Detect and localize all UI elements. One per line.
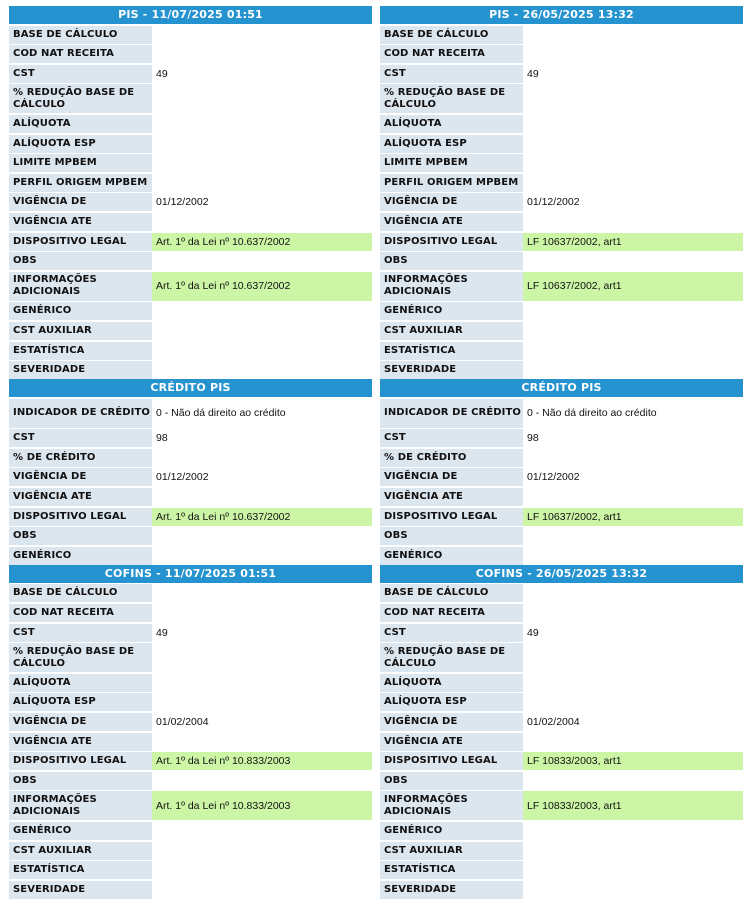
field-label: OBS [9,527,152,545]
field-label: INFORMAÇÕES ADICIONAIS [9,791,152,820]
field-value [152,604,372,622]
field-row [380,154,743,172]
field-row [380,322,743,340]
field-value: 49 [527,626,539,639]
field-label: OBS [380,772,523,790]
section-header: PIS - 11/07/2025 01:51 [9,6,372,24]
field-row [9,84,372,113]
field-row [380,65,743,83]
field-value [523,213,743,231]
field-label: CST AUXILIAR [9,322,152,340]
field-label: VIGÊNCIA DE [9,193,152,211]
field-value [152,115,372,133]
right-column [380,6,743,899]
field-row [9,604,372,622]
field-row [380,272,743,301]
field-value [152,772,372,790]
field-label: BASE DE CÁLCULO [9,26,152,44]
field-row [9,674,372,692]
field-value: 01/12/2002 [156,471,209,484]
field-value [152,693,372,711]
field-value [523,135,743,153]
field-row [380,508,743,526]
field-row [380,84,743,113]
field-label: VIGÊNCIA DE [380,193,523,211]
tax-section [9,565,372,899]
field-value [523,252,743,270]
field-label: ALÍQUOTA [9,674,152,692]
field-label: OBS [380,252,523,270]
field-value [152,488,372,506]
field-row [9,842,372,860]
field-value: 01/02/2004 [156,716,209,728]
field-label: LIMITE MPBEM [380,154,523,172]
field-value [152,26,372,44]
field-row [9,429,372,447]
field-value [523,822,743,840]
field-label: CST [9,65,152,83]
field-value: 01/12/2002 [527,196,580,209]
field-row [9,252,372,270]
field-value [152,674,372,692]
section-header: PIS - 26/05/2025 13:32 [380,6,743,24]
field-label: GENÉRICO [380,822,523,840]
field-row [9,861,372,879]
field-label: % REDUÇÃO BASE DE CÁLCULO [380,84,523,113]
field-value [523,842,743,860]
section-header: COFINS - 11/07/2025 01:51 [9,565,372,583]
field-label: % DE CRÉDITO [9,449,152,467]
field-value [523,174,743,192]
field-label: ALÍQUOTA ESP [380,135,523,153]
section-header: COFINS - 26/05/2025 13:32 [380,565,743,583]
field-value [152,135,372,153]
field-label: PERFIL ORIGEM MPBEM [380,174,523,192]
field-label: SEVERIDADE [380,361,523,379]
field-row [380,135,743,153]
field-row [380,342,743,360]
field-row [380,713,743,731]
field-row [9,174,372,192]
field-row [9,527,372,545]
field-label: SEVERIDADE [380,881,523,899]
field-value [152,213,372,231]
field-label: INDICADOR DE CRÉDITO [380,399,523,428]
field-label: BASE DE CÁLCULO [380,584,523,602]
field-row [9,713,372,731]
field-row [9,488,372,506]
field-value [523,547,743,565]
field-value [523,527,743,545]
field-row [9,322,372,340]
field-value [152,822,372,840]
field-row [9,361,372,379]
field-label: GENÉRICO [380,547,523,565]
field-row [380,302,743,320]
field-row [380,643,743,672]
field-row [380,693,743,711]
field-row [380,861,743,879]
field-label: DISPOSITIVO LEGAL [380,508,523,526]
field-row [380,174,743,192]
field-value: LF 10833/2003, art1 [523,791,743,820]
field-row [380,193,743,211]
tax-section [380,379,743,565]
field-label: SEVERIDADE [9,881,152,899]
field-row [9,26,372,44]
field-label: CST AUXILIAR [380,842,523,860]
field-label: % REDUÇÃO BASE DE CÁLCULO [380,643,523,672]
field-value [523,115,743,133]
field-value: Art. 1º da Lei nº 10.833/2003 [152,752,372,770]
field-label: ESTATÍSTICA [9,342,152,360]
field-value: 49 [156,67,168,80]
field-value [152,547,372,565]
field-value [152,643,372,672]
left-column [9,6,372,899]
field-label: % REDUÇÃO BASE DE CÁLCULO [9,643,152,672]
field-label: OBS [380,527,523,545]
field-label: ALÍQUOTA [9,115,152,133]
field-value [152,45,372,63]
field-value: 49 [527,67,539,80]
section-header: CRÉDITO PIS [380,379,743,397]
field-row [380,429,743,447]
field-label: COD NAT RECEITA [9,45,152,63]
field-label: INDICADOR DE CRÉDITO [9,399,152,428]
field-value [152,527,372,545]
field-row [380,449,743,467]
field-row [9,772,372,790]
field-label: ESTATÍSTICA [9,861,152,879]
field-row [380,361,743,379]
field-value [152,84,372,113]
field-value: 0 - Não dá direito ao crédito [527,407,657,420]
field-label: VIGÊNCIA DE [380,468,523,486]
field-value: Art. 1º da Lei nº 10.637/2002 [152,233,372,251]
field-label: COD NAT RECEITA [9,604,152,622]
field-label: GENÉRICO [380,302,523,320]
field-row [380,468,743,486]
field-label: % DE CRÉDITO [380,449,523,467]
field-label: OBS [9,252,152,270]
field-label: ALÍQUOTA [380,674,523,692]
tax-section [380,6,743,379]
field-value [152,584,372,602]
field-label: CST [9,624,152,642]
field-row [9,65,372,83]
field-label: CST [9,429,152,447]
field-row [9,302,372,320]
field-label: GENÉRICO [9,302,152,320]
field-value: 0 - Não dá direito ao crédito [156,407,286,420]
field-value: Art. 1º da Lei nº 10.637/2002 [152,272,372,301]
field-row [380,791,743,820]
field-row [9,822,372,840]
field-value [523,302,743,320]
field-row [380,399,743,428]
field-value [523,604,743,622]
field-value [152,342,372,360]
field-row [380,213,743,231]
field-label: VIGÊNCIA DE [380,713,523,731]
field-value [523,584,743,602]
field-value [523,881,743,899]
field-label: VIGÊNCIA DE [9,468,152,486]
field-row [9,508,372,526]
field-label: GENÉRICO [9,547,152,565]
field-value [523,84,743,113]
field-value [152,174,372,192]
field-value [523,342,743,360]
field-value: Art. 1º da Lei nº 10.833/2003 [152,791,372,820]
field-label: OBS [9,772,152,790]
field-row [9,584,372,602]
field-row [380,26,743,44]
field-row [9,791,372,820]
field-value [152,449,372,467]
field-label: VIGÊNCIA ATE [9,488,152,506]
field-row [380,604,743,622]
field-label: COD NAT RECEITA [380,45,523,63]
field-row [9,213,372,231]
field-label: DISPOSITIVO LEGAL [9,508,152,526]
field-value [152,322,372,340]
field-label: PERFIL ORIGEM MPBEM [9,174,152,192]
field-label: VIGÊNCIA ATE [380,488,523,506]
field-row [380,772,743,790]
field-row [380,527,743,545]
field-row [380,45,743,63]
field-label: ALÍQUOTA [380,115,523,133]
field-value: 98 [156,432,168,445]
field-row [9,468,372,486]
field-label: INFORMAÇÕES ADICIONAIS [380,272,523,301]
field-label: GENÉRICO [9,822,152,840]
field-value [523,772,743,790]
field-row [380,547,743,565]
field-row [380,822,743,840]
section-header: CRÉDITO PIS [9,379,372,397]
field-value: LF 10833/2003, art1 [523,752,743,770]
field-row [380,752,743,770]
field-label: CST [380,624,523,642]
field-label: % REDUÇÃO BASE DE CÁLCULO [9,84,152,113]
field-value [523,26,743,44]
field-row [9,233,372,251]
field-value [152,861,372,879]
field-label: DISPOSITIVO LEGAL [9,233,152,251]
field-value [523,674,743,692]
field-value [523,361,743,379]
field-label: ALÍQUOTA ESP [380,693,523,711]
field-value [523,733,743,751]
field-label: DISPOSITIVO LEGAL [9,752,152,770]
field-label: INFORMAÇÕES ADICIONAIS [380,791,523,820]
tax-section [380,565,743,899]
field-label: CST [380,65,523,83]
field-row [380,584,743,602]
field-row [9,733,372,751]
field-row [9,154,372,172]
field-value [152,361,372,379]
field-value: 49 [156,626,168,639]
field-row [380,233,743,251]
field-label: ALÍQUOTA ESP [9,693,152,711]
field-value [152,881,372,899]
field-value: 01/02/2004 [527,716,580,728]
field-label: COD NAT RECEITA [380,604,523,622]
field-value: 98 [527,432,539,445]
field-row [380,674,743,692]
field-label: BASE DE CÁLCULO [380,26,523,44]
field-row [9,193,372,211]
field-row [9,881,372,899]
field-row [380,881,743,899]
field-label: INFORMAÇÕES ADICIONAIS [9,272,152,301]
field-row [9,547,372,565]
field-label: BASE DE CÁLCULO [9,584,152,602]
field-row [9,399,372,428]
field-label: VIGÊNCIA ATE [380,213,523,231]
field-value: LF 10637/2002, art1 [523,233,743,251]
field-row [9,643,372,672]
field-value [523,322,743,340]
field-label: VIGÊNCIA DE [9,713,152,731]
field-value [523,45,743,63]
field-value: LF 10637/2002, art1 [523,272,743,301]
field-row [380,842,743,860]
field-value [523,449,743,467]
field-value [523,154,743,172]
field-label: CST AUXILIAR [9,842,152,860]
field-row [9,752,372,770]
field-label: ESTATÍSTICA [380,342,523,360]
field-row [9,272,372,301]
field-label: VIGÊNCIA ATE [9,213,152,231]
field-value [152,252,372,270]
tax-section [9,379,372,565]
field-row [380,624,743,642]
field-label: DISPOSITIVO LEGAL [380,233,523,251]
field-value: LF 10637/2002, art1 [523,508,743,526]
field-value [152,154,372,172]
field-row [380,115,743,133]
field-label: ESTATÍSTICA [380,861,523,879]
field-row [380,733,743,751]
field-value: 01/12/2002 [156,196,209,209]
field-value [523,861,743,879]
field-row [380,488,743,506]
field-label: DISPOSITIVO LEGAL [380,752,523,770]
field-row [9,693,372,711]
field-label: ALÍQUOTA ESP [9,135,152,153]
field-value [523,693,743,711]
tax-section [9,6,372,379]
field-row [9,342,372,360]
field-row [9,449,372,467]
field-label: CST AUXILIAR [380,322,523,340]
field-value: 01/12/2002 [527,471,580,484]
field-label: CST [380,429,523,447]
field-label: VIGÊNCIA ATE [9,733,152,751]
field-row [9,624,372,642]
field-value [152,842,372,860]
field-row [380,252,743,270]
field-value: Art. 1º da Lei nº 10.637/2002 [152,508,372,526]
field-label: LIMITE MPBEM [9,154,152,172]
field-value [152,733,372,751]
field-value [152,302,372,320]
field-row [9,135,372,153]
field-value [523,488,743,506]
field-label: VIGÊNCIA ATE [380,733,523,751]
field-label: SEVERIDADE [9,361,152,379]
field-row [9,115,372,133]
field-value [523,643,743,672]
field-row [9,45,372,63]
